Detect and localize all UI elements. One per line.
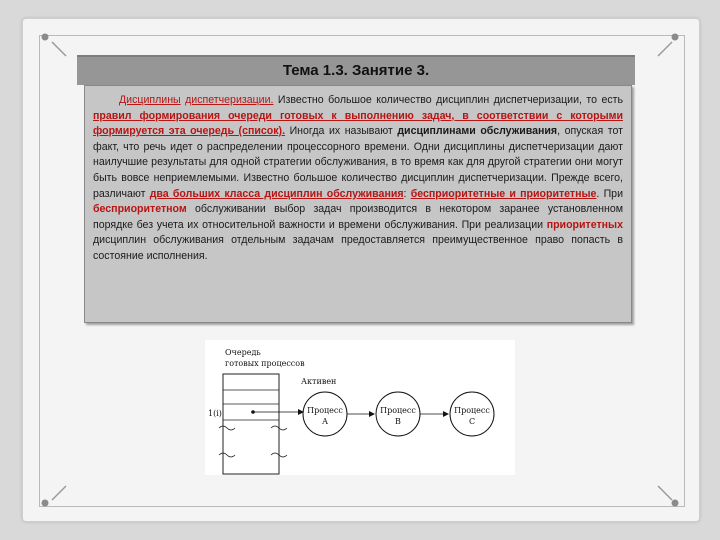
body-paragraph bbox=[93, 93, 623, 265]
classes-highlight: бесприоритетные и приоритетные bbox=[410, 187, 597, 200]
pin-icon bbox=[50, 40, 58, 48]
text-fragment: Известно большое количество дисциплин диспетчеризации, то есть bbox=[273, 94, 623, 106]
pin-icon bbox=[670, 32, 678, 40]
process-a-word: Процесс bbox=[307, 406, 343, 415]
text-fragment: , опуская тот факт, что речь идет о распределении процессорного времени. Одни дисциплины диспетчеризации дают наилучшие результаты для одной стратегии обслуживания, в то время как для другой стратегии они могут быть вовсе неприемлемыми. Известно большое количество дисциплин диспетчеризации. Прежде всего, различают bbox=[93, 125, 623, 200]
text-fragment: обслуживании выбор задач производится в некотором заранее установленном порядке без учета их относительной важности и времени обслуживания. При реализации bbox=[93, 203, 623, 231]
text-fragment: : bbox=[403, 187, 411, 200]
slide-title-bar bbox=[77, 55, 635, 85]
queue-label-line-1: Очередь bbox=[225, 348, 261, 357]
process-a-letter: А bbox=[321, 417, 329, 426]
two-classes-highlight: два больших класса дисциплин обслуживания bbox=[149, 187, 404, 200]
text-fragment: дисциплин обслуживания отдельным задачам предоставляется преимущественное право попасть в состояние исполнения. bbox=[93, 234, 623, 262]
pin-icon bbox=[50, 482, 58, 490]
pin-icon bbox=[654, 40, 662, 48]
slide-title: Тема 1.3. Занятие 3. bbox=[282, 62, 430, 79]
active-label: Активен bbox=[301, 377, 337, 386]
pin-icon bbox=[40, 32, 48, 40]
text-fragment: . При bbox=[596, 187, 623, 200]
term-service-disciplines: дисциплинами обслуживания bbox=[397, 125, 558, 138]
pin-icon bbox=[654, 482, 662, 490]
text-fragment: Иногда их называют bbox=[285, 125, 398, 138]
queue-row-label: 1(i) bbox=[208, 409, 222, 418]
ready-queue-diagram bbox=[205, 340, 515, 475]
term-disciplines: Дисциплины bbox=[119, 94, 181, 106]
body-text-box bbox=[84, 85, 632, 323]
term-nonpriority: бесприоритетном bbox=[93, 203, 187, 216]
process-c-letter: С bbox=[468, 417, 476, 426]
term-dispatch: диспетчеризации. bbox=[185, 94, 274, 106]
process-b-word: Процесс bbox=[380, 406, 416, 415]
term-priority: приоритетных bbox=[546, 218, 623, 231]
definition-highlight: правил формирования очереди готовых к выполнению задач, в соответствии с которыми формируется эта очередь (список). bbox=[93, 109, 623, 138]
process-b-letter: В bbox=[395, 417, 401, 426]
pin-icon bbox=[40, 498, 48, 506]
process-c-word: Процесс bbox=[454, 406, 490, 415]
queue-label-line-2: готовых процессов bbox=[225, 359, 305, 368]
